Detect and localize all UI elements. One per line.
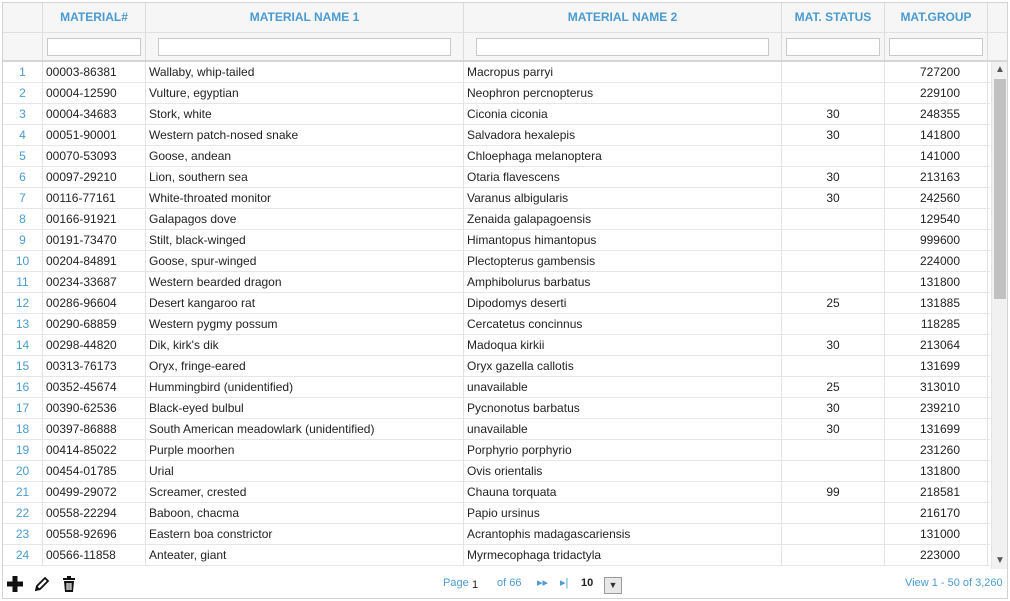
mat-status-cell[interactable]: 25 xyxy=(782,377,885,397)
mat-group-cell[interactable]: 131885 xyxy=(885,293,988,313)
material-number-cell[interactable]: 00558-22294 xyxy=(43,503,146,523)
material-name-1-cell[interactable]: Western bearded dragon xyxy=(146,272,464,292)
material-name-2-cell[interactable]: Varanus albigularis xyxy=(464,188,782,208)
mat-status-cell[interactable] xyxy=(782,209,885,229)
material-number-cell[interactable]: 00166-91921 xyxy=(43,209,146,229)
material-number-cell[interactable]: 00397-86888 xyxy=(43,419,146,439)
mat-group-cell[interactable]: 213064 xyxy=(885,335,988,355)
mat-group-cell[interactable]: 141800 xyxy=(885,125,988,145)
filter-cell xyxy=(464,33,782,60)
mat-status-cell[interactable] xyxy=(782,524,885,544)
row-number-cell[interactable]: 11 xyxy=(3,272,43,292)
material-number-cell[interactable]: 00566-11858 xyxy=(43,545,146,565)
mat-status-cell[interactable]: 30 xyxy=(782,335,885,355)
mat-status-cell[interactable]: 30 xyxy=(782,104,885,124)
table-row[interactable] xyxy=(3,230,990,251)
table-row[interactable] xyxy=(3,356,990,377)
row-number-cell[interactable]: 22 xyxy=(3,503,43,523)
mat-status-cell[interactable]: 30 xyxy=(782,188,885,208)
material-number-cell[interactable]: 00116-77161 xyxy=(43,188,146,208)
table-row[interactable] xyxy=(3,83,990,104)
column-header-material-name-2[interactable]: MATERIAL NAME 2 xyxy=(464,3,782,32)
filter-input-mat-status[interactable] xyxy=(786,38,880,56)
material-name-2-cell[interactable]: Chauna torquata xyxy=(464,482,782,502)
table-row[interactable] xyxy=(3,167,990,188)
material-number-cell[interactable]: 00004-12590 xyxy=(43,83,146,103)
material-number-cell[interactable]: 00097-29210 xyxy=(43,167,146,187)
row-number-cell[interactable]: 13 xyxy=(3,314,43,334)
material-name-2-cell[interactable]: Papio ursinus xyxy=(464,503,782,523)
material-number-cell[interactable]: 00234-33687 xyxy=(43,272,146,292)
mat-status-cell[interactable] xyxy=(782,545,885,565)
material-number-cell[interactable]: 00051-90001 xyxy=(43,125,146,145)
mat-group-cell[interactable]: 129540 xyxy=(885,209,988,229)
material-number-cell[interactable]: 00070-53093 xyxy=(43,146,146,166)
material-number-cell[interactable]: 00003-86381 xyxy=(43,62,146,82)
table-row[interactable] xyxy=(3,545,990,566)
table-row[interactable] xyxy=(3,482,990,503)
filter-cell xyxy=(885,33,988,60)
material-name-1-cell[interactable]: Wallaby, whip-tailed xyxy=(146,62,464,82)
material-name-1-cell[interactable]: South American meadowlark (unidentified) xyxy=(146,419,464,439)
row-number-cell[interactable]: 20 xyxy=(3,461,43,481)
filter-input-material-number[interactable] xyxy=(47,38,141,56)
table-row[interactable] xyxy=(3,524,990,545)
mat-status-cell[interactable]: 30 xyxy=(782,398,885,418)
filter-input-mat-group[interactable] xyxy=(889,38,983,56)
mat-group-cell[interactable]: 131000 xyxy=(885,524,988,544)
page-size-value: 10 xyxy=(581,577,594,589)
material-number-cell[interactable]: 00390-62536 xyxy=(43,398,146,418)
material-number-cell[interactable]: 00004-34683 xyxy=(43,104,146,124)
mat-status-cell[interactable]: 30 xyxy=(782,167,885,187)
material-name-1-cell[interactable]: Stilt, black-winged xyxy=(146,230,464,250)
material-name-1-cell[interactable]: Dik, kirk's dik xyxy=(146,335,464,355)
table-row[interactable] xyxy=(3,293,990,314)
row-number-cell[interactable]: 6 xyxy=(3,167,43,187)
row-number-cell[interactable]: 8 xyxy=(3,209,43,229)
table-row[interactable] xyxy=(3,314,990,335)
material-name-1-cell[interactable]: Galapagos dove xyxy=(146,209,464,229)
row-number-cell[interactable]: 23 xyxy=(3,524,43,544)
table-row[interactable] xyxy=(3,125,990,146)
row-number-cell[interactable]: 9 xyxy=(3,230,43,250)
table-row[interactable] xyxy=(3,146,990,167)
material-name-2-cell[interactable]: Amphibolurus barbatus xyxy=(464,272,782,292)
filter-row xyxy=(3,33,1007,62)
material-name-1-cell[interactable]: Anteater, giant xyxy=(146,545,464,565)
mat-status-cell[interactable]: 30 xyxy=(782,419,885,439)
table-row[interactable] xyxy=(3,272,990,293)
table-row[interactable] xyxy=(3,188,990,209)
mat-status-cell[interactable] xyxy=(782,503,885,523)
mat-status-cell[interactable]: 30 xyxy=(782,125,885,145)
grid-body xyxy=(3,62,990,569)
table-row[interactable] xyxy=(3,104,990,125)
column-header-mat-group[interactable]: MAT.GROUP xyxy=(885,3,988,32)
material-name-2-cell[interactable]: Madoqua kirkii xyxy=(464,335,782,355)
next-page-icon[interactable]: ▸▸ xyxy=(537,577,549,589)
page-size-dropdown-icon[interactable]: ▼ xyxy=(604,577,622,594)
mat-group-cell[interactable]: 118285 xyxy=(885,314,988,334)
column-header-material-name-1[interactable]: MATERIAL NAME 1 xyxy=(146,3,464,32)
last-page-icon[interactable]: ▸| xyxy=(560,577,569,589)
row-number-cell[interactable]: 2 xyxy=(3,83,43,103)
mat-group-cell[interactable]: 231260 xyxy=(885,440,988,460)
material-name-1-cell[interactable]: Screamer, crested xyxy=(146,482,464,502)
page-number-input[interactable] xyxy=(472,578,494,591)
mat-status-cell[interactable] xyxy=(782,272,885,292)
mat-status-cell[interactable] xyxy=(782,314,885,334)
material-name-1-cell[interactable]: Lion, southern sea xyxy=(146,167,464,187)
row-number-cell[interactable]: 14 xyxy=(3,335,43,355)
mat-status-cell[interactable] xyxy=(782,230,885,250)
material-name-1-cell[interactable]: Eastern boa constrictor xyxy=(146,524,464,544)
row-number-cell[interactable]: 18 xyxy=(3,419,43,439)
row-number-cell[interactable]: 16 xyxy=(3,377,43,397)
mat-group-cell[interactable]: 239210 xyxy=(885,398,988,418)
records-info: View 1 - 50 of 3,260 xyxy=(905,577,1003,589)
scroll-down-icon[interactable]: ▼ xyxy=(995,555,1005,566)
material-number-cell[interactable]: 00454-01785 xyxy=(43,461,146,481)
mat-status-cell[interactable] xyxy=(782,461,885,481)
mat-group-cell[interactable]: 131699 xyxy=(885,356,988,376)
material-name-2-cell[interactable]: Neophron percnopterus xyxy=(464,83,782,103)
mat-status-cell[interactable]: 99 xyxy=(782,482,885,502)
filter-cell xyxy=(43,33,146,60)
filter-input-material-name-2[interactable] xyxy=(476,38,769,56)
material-number-cell[interactable]: 00290-68859 xyxy=(43,314,146,334)
mat-status-cell[interactable] xyxy=(782,356,885,376)
material-name-1-cell[interactable]: Desert kangaroo rat xyxy=(146,293,464,313)
row-number-cell[interactable]: 10 xyxy=(3,251,43,271)
mat-group-cell[interactable]: 313010 xyxy=(885,377,988,397)
mat-group-cell[interactable]: 229100 xyxy=(885,83,988,103)
mat-status-cell[interactable] xyxy=(782,83,885,103)
plus-icon[interactable] xyxy=(6,575,24,593)
material-name-2-cell[interactable]: Ciconia ciconia xyxy=(464,104,782,124)
material-name-1-cell[interactable]: Vulture, egyptian xyxy=(146,83,464,103)
mat-group-cell[interactable]: 999600 xyxy=(885,230,988,250)
material-name-2-cell[interactable]: Otaria flavescens xyxy=(464,167,782,187)
row-number-cell[interactable]: 4 xyxy=(3,125,43,145)
table-row[interactable] xyxy=(3,461,990,482)
material-name-1-cell[interactable]: Oryx, fringe-eared xyxy=(146,356,464,376)
table-row[interactable] xyxy=(3,62,990,83)
material-name-1-cell[interactable]: Purple moorhen xyxy=(146,440,464,460)
table-row[interactable] xyxy=(3,503,990,524)
column-header-mat-status[interactable]: MAT. STATUS xyxy=(782,3,885,32)
material-name-2-cell[interactable]: Oryx gazella callotis xyxy=(464,356,782,376)
material-name-1-cell[interactable]: Goose, spur-winged xyxy=(146,251,464,271)
pencil-icon[interactable] xyxy=(33,575,51,593)
material-name-2-cell[interactable]: Chloephaga melanoptera xyxy=(464,146,782,166)
mat-group-cell[interactable]: 131800 xyxy=(885,272,988,292)
trash-icon[interactable] xyxy=(60,575,78,593)
material-name-2-cell[interactable]: Salvadora hexalepis xyxy=(464,125,782,145)
row-number-cell[interactable]: 3 xyxy=(3,104,43,124)
page-total-label: of 66 xyxy=(497,577,522,589)
material-name-2-cell[interactable]: Himantopus himantopus xyxy=(464,230,782,250)
table-row[interactable] xyxy=(3,335,990,356)
material-name-1-cell[interactable]: Goose, andean xyxy=(146,146,464,166)
material-number-cell[interactable]: 00204-84891 xyxy=(43,251,146,271)
material-name-1-cell[interactable]: Western patch-nosed snake xyxy=(146,125,464,145)
table-row[interactable] xyxy=(3,251,990,272)
material-number-cell[interactable]: 00414-85022 xyxy=(43,440,146,460)
table-row[interactable] xyxy=(3,377,990,398)
row-number-cell[interactable]: 19 xyxy=(3,440,43,460)
mat-status-cell[interactable] xyxy=(782,251,885,271)
material-name-1-cell[interactable]: Black-eyed bulbul xyxy=(146,398,464,418)
scrollbar-thumb[interactable] xyxy=(994,79,1006,299)
material-number-cell[interactable]: 00191-73470 xyxy=(43,230,146,250)
mat-group-cell[interactable]: 224000 xyxy=(885,251,988,271)
filter-cell xyxy=(146,33,464,60)
material-name-2-cell[interactable]: Cercatetus concinnus xyxy=(464,314,782,334)
filter-input-material-name-1[interactable] xyxy=(158,38,451,56)
material-name-2-cell[interactable]: Myrmecophaga tridactyla xyxy=(464,545,782,565)
row-number-cell[interactable]: 17 xyxy=(3,398,43,418)
material-name-2-cell[interactable]: Dipodomys deserti xyxy=(464,293,782,313)
material-name-1-cell[interactable]: Stork, white xyxy=(146,104,464,124)
scroll-up-icon[interactable]: ▲ xyxy=(995,64,1005,75)
mat-group-cell[interactable]: 141000 xyxy=(885,146,988,166)
material-name-2-cell[interactable]: Macropus parryi xyxy=(464,62,782,82)
material-name-2-cell[interactable]: unavailable xyxy=(464,377,782,397)
filter-cell xyxy=(782,33,885,60)
page-label: Page xyxy=(443,577,469,589)
mat-status-cell[interactable] xyxy=(782,440,885,460)
material-number-cell[interactable]: 00499-29072 xyxy=(43,482,146,502)
mat-status-cell[interactable] xyxy=(782,62,885,82)
table-row[interactable] xyxy=(3,419,990,440)
row-number-header xyxy=(3,3,43,32)
material-number-cell[interactable]: 00313-76173 xyxy=(43,356,146,376)
mat-group-cell[interactable]: 216170 xyxy=(885,503,988,523)
mat-status-cell[interactable] xyxy=(782,146,885,166)
mat-group-cell[interactable]: 131699 xyxy=(885,419,988,439)
mat-group-cell[interactable]: 213163 xyxy=(885,167,988,187)
row-number-cell[interactable]: 7 xyxy=(3,188,43,208)
mat-group-cell[interactable]: 727200 xyxy=(885,62,988,82)
material-number-cell[interactable]: 00352-45674 xyxy=(43,377,146,397)
mat-group-cell[interactable]: 223000 xyxy=(885,545,988,565)
row-number-filter-cell xyxy=(3,33,43,60)
material-name-2-cell[interactable]: Zenaida galapagoensis xyxy=(464,209,782,229)
material-number-cell[interactable]: 00298-44820 xyxy=(43,335,146,355)
row-number-cell[interactable]: 5 xyxy=(3,146,43,166)
mat-status-cell[interactable]: 25 xyxy=(782,293,885,313)
data-grid xyxy=(2,2,1008,599)
material-name-2-cell[interactable]: Ovis orientalis xyxy=(464,461,782,481)
row-number-cell[interactable]: 1 xyxy=(3,62,43,82)
mat-group-cell[interactable]: 242560 xyxy=(885,188,988,208)
mat-group-cell[interactable]: 218581 xyxy=(885,482,988,502)
row-number-cell[interactable]: 15 xyxy=(3,356,43,376)
material-name-1-cell[interactable]: Western pygmy possum xyxy=(146,314,464,334)
material-number-cell[interactable]: 00286-96604 xyxy=(43,293,146,313)
material-name-1-cell[interactable]: Hummingbird (unidentified) xyxy=(146,377,464,397)
column-header-material-number[interactable]: MATERIAL# xyxy=(43,3,146,32)
material-name-1-cell[interactable]: Urial xyxy=(146,461,464,481)
grid-footer xyxy=(3,569,1007,598)
vertical-scrollbar[interactable] xyxy=(991,62,1008,569)
material-name-2-cell[interactable]: unavailable xyxy=(464,419,782,439)
table-row[interactable] xyxy=(3,209,990,230)
material-name-1-cell[interactable]: White-throated monitor xyxy=(146,188,464,208)
material-number-cell[interactable]: 00558-92696 xyxy=(43,524,146,544)
mat-group-cell[interactable]: 248355 xyxy=(885,104,988,124)
material-name-1-cell[interactable]: Baboon, chacma xyxy=(146,503,464,523)
row-number-cell[interactable]: 12 xyxy=(3,293,43,313)
row-number-cell[interactable]: 21 xyxy=(3,482,43,502)
table-row[interactable] xyxy=(3,398,990,419)
material-name-2-cell[interactable]: Acrantophis madagascariensis xyxy=(464,524,782,544)
row-number-cell[interactable]: 24 xyxy=(3,545,43,565)
grid-header xyxy=(3,3,1007,33)
material-name-2-cell[interactable]: Porphyrio porphyrio xyxy=(464,440,782,460)
material-name-2-cell[interactable]: Plectopterus gambensis xyxy=(464,251,782,271)
table-row[interactable] xyxy=(3,440,990,461)
mat-group-cell[interactable]: 131800 xyxy=(885,461,988,481)
material-name-2-cell[interactable]: Pycnonotus barbatus xyxy=(464,398,782,418)
